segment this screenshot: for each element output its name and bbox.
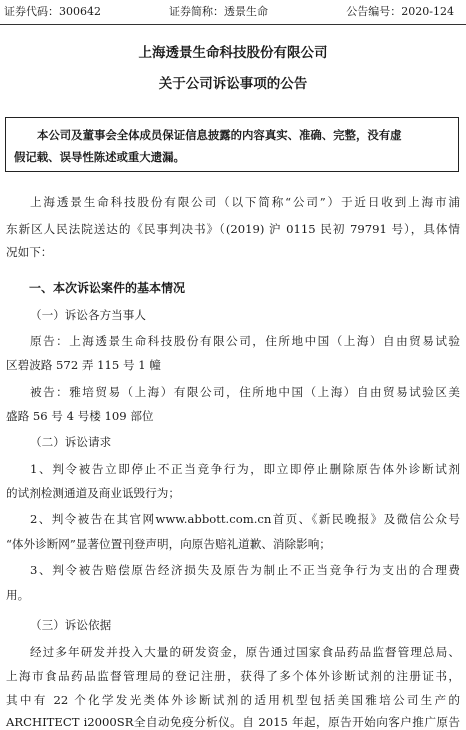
claim-2-line-2: “体外诊断网”显著位置刊登声明，向原告赔礼道歉、消除影响； bbox=[6, 537, 331, 551]
announcement-header bbox=[0, 0, 466, 24]
claims-heading: （二）诉讼请求 bbox=[30, 435, 112, 449]
basis-line-1: 经过多年研发并投入大量的研发资金，原告通过国家食品药品监督管理总局、 bbox=[30, 645, 460, 659]
claim-3-line-1: 3、判令被告赔偿原告经济损失及原告为制止不正当竞争行为支出的合理费 bbox=[30, 563, 460, 577]
intro-line-2: 东新区人民法院送达的《民事判决书》（(2019) 沪 0115 民初 79791 号），具体情 bbox=[6, 222, 460, 236]
basis-line-2: 上海市食品药品监督管理局的登记注册，获得了多个体外诊断试剂的注册证书， bbox=[6, 669, 460, 683]
basis-line-4: ARCHITECT i2000SR全自动免疫分析仪。自 2015 年起，原告开始向客户推广原告 bbox=[6, 715, 460, 729]
parties-heading: （一）诉讼各方当事人 bbox=[30, 308, 146, 322]
header-divider bbox=[0, 24, 466, 25]
defendant-line-2: 盛路 56 号 4 号楼 109 部位 bbox=[6, 409, 154, 423]
notice-line-2: 假记载、误导性陈述或重大遗漏。 bbox=[14, 150, 185, 164]
section-heading-basic-info: 一、本次诉讼案件的基本情况 bbox=[29, 281, 186, 295]
intro-line-1: 上海透景生命科技股份有限公司（以下简称“公司”）于近日收到上海市浦 bbox=[30, 195, 460, 209]
board-guarantee-notice bbox=[5, 117, 459, 172]
announcement-title: 关于公司诉讼事项的公告 bbox=[158, 76, 308, 92]
plaintiff-line-2: 区碧波路 572 弄 115 号 1 幢 bbox=[6, 358, 161, 372]
defendant-line-1: 被告：雅培贸易（上海）有限公司，住所地中国（上海）自由贸易试验区美 bbox=[30, 385, 460, 399]
claim-1-line-2: 的试剂检测通道及商业诋毁行为； bbox=[6, 486, 180, 500]
announcement-number: 公告编号：2020-124 bbox=[346, 5, 454, 18]
plaintiff-line-1: 原告：上海透景生命科技股份有限公司，住所地中国（上海）自由贸易试验 bbox=[30, 334, 460, 348]
claim-3-line-2: 用。 bbox=[6, 588, 30, 602]
intro-line-3: 况如下： bbox=[6, 245, 53, 259]
stock-name: 证券简称：透景生命 bbox=[169, 5, 268, 18]
notice-line-1: 本公司及董事会全体成员保证信息披露的内容真实、准确、完整，没有虚 bbox=[37, 128, 402, 142]
basis-line-3: 其中有 22 个化学发光类体外诊断试剂的适用机型包括美国雅培公司生产的 bbox=[6, 693, 460, 707]
company-title: 上海透景生命科技股份有限公司 bbox=[138, 45, 328, 61]
claim-2-line-1: 2、判令被告在其官网www.abbott.com.cn首页、《新民晚报》及微信公众号 bbox=[30, 512, 460, 526]
claim-1-line-1: 1、判令被告立即停止不正当竞争行为，即立即停止删除原告体外诊断试剂 bbox=[30, 462, 460, 476]
basis-heading: （三）诉讼依据 bbox=[30, 618, 112, 632]
stock-code: 证券代码：300642 bbox=[4, 5, 101, 18]
